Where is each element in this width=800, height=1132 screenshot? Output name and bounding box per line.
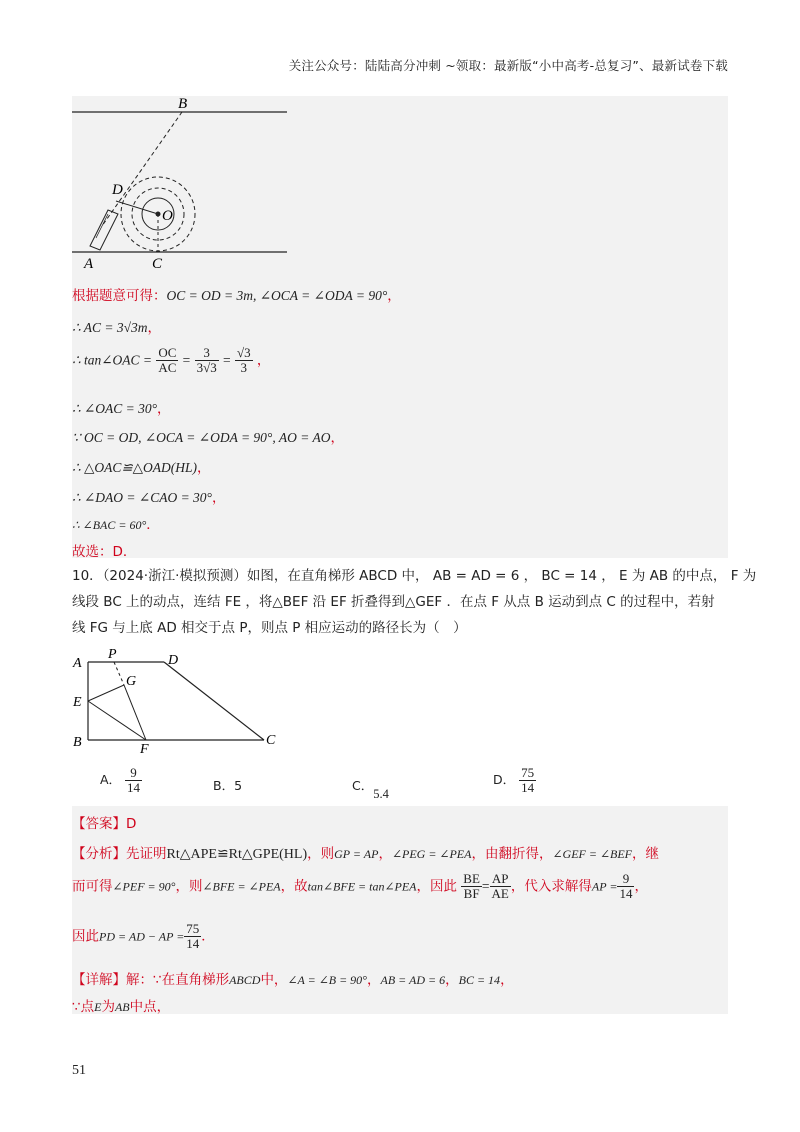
fig2-label-E: E bbox=[73, 695, 82, 710]
fig1-label-C: C bbox=[152, 256, 163, 272]
answer-line: 【答案】D bbox=[72, 816, 137, 832]
solution-line-8: ∴ ∠BAC = 60°． bbox=[72, 517, 160, 533]
solution-line-2: ∴ AC = 3√3m， bbox=[72, 320, 161, 335]
option-b[interactable]: B．5 bbox=[213, 778, 243, 793]
option-c[interactable]: C．5.4 bbox=[352, 778, 389, 801]
analysis-line-3: 因此PD = AD − AP = $\frac{75}{14}$ ． bbox=[72, 921, 215, 951]
analysis-line-2: 而可得∠PEF = 90°，则∠BFE = ∠PEA，故tan∠BFE = tan∠PEA，因此 $\frac{BE}{BF}$ = $\frac{AP}{AE}$ ，代入求解得AP = $\frac{9}{14}$ ， bbox=[72, 871, 648, 901]
fig2-label-G: G bbox=[126, 674, 137, 689]
solution-line-1: 根据题意可得：OC = OD = 3m, ∠OCA = ∠ODA = 90°， bbox=[72, 288, 401, 304]
option-a[interactable]: A． $\frac{9}{14}$ bbox=[100, 765, 141, 795]
solution-line-6: ∴ △OAC≌△OAD(HL)， bbox=[72, 460, 211, 476]
fig1-label-A: A bbox=[84, 256, 94, 272]
q10-line-1: 10．（2024·浙江·模拟预测）如图，在直角梯形 ABCD 中， AB = AD = 6 ， BC = 14 ， E 为 AB 的中点， F 为 bbox=[72, 568, 757, 584]
fraction-3-3root3: $\frac{3}{3√3}$ bbox=[196, 345, 217, 375]
fig2-label-D: D bbox=[168, 653, 179, 668]
q10-line-2: 线段 BC 上的动点，连结 FE ，将△BEF 沿 EF 折叠得到△GEF ．在点 F 从点 B 运动到点 C 的过程中，若射 bbox=[72, 594, 715, 610]
fig1-label-O: O bbox=[162, 208, 173, 224]
fraction-oc-ac: $\frac{OC}{AC}$ bbox=[158, 345, 177, 375]
fig2-label-A: A bbox=[73, 656, 82, 671]
detail-line-2: ∵点E为AB中点， bbox=[72, 999, 171, 1015]
q10-line-3: 线 FG 与上底 AD 相交于点 P，则点 P 相应运动的路径长为（ ） bbox=[72, 620, 467, 636]
fig1-label-D: D bbox=[112, 182, 123, 198]
fraction-root3-3: $\frac{√3}{3}$ bbox=[236, 345, 251, 375]
fig2-label-B: B bbox=[73, 735, 82, 750]
solution-line-7: ∴ ∠DAO = ∠CAO = 30°， bbox=[72, 490, 226, 506]
fig1-label-B: B bbox=[178, 96, 188, 112]
option-d[interactable]: D． $\frac{75}{14}$ bbox=[493, 765, 535, 795]
solution-choice: 故选：D． bbox=[72, 544, 137, 560]
figure-circle-diagram bbox=[72, 96, 312, 276]
figure-trapezoid bbox=[72, 645, 292, 755]
detail-line-1: 【详解】解：∵在直角梯形ABCD中，∠A = ∠B = 90°，AB = AD = 6，BC = 14， bbox=[72, 972, 514, 988]
fig2-label-P: P bbox=[108, 647, 117, 662]
solution-line-4: ∴ ∠OAC = 30°， bbox=[72, 401, 171, 417]
solution-line-5: ∵ OC = OD, ∠OCA = ∠ODA = 90°, AO = AO， bbox=[72, 430, 344, 446]
page-header: 关注公众号：陆陆高分冲刺 ~领取：最新版“小中高考-总复习”、最新试卷下载 bbox=[288, 58, 728, 73]
fig2-label-F: F bbox=[140, 742, 149, 755]
page-number: 51 bbox=[72, 1063, 86, 1078]
fig2-label-C: C bbox=[266, 733, 276, 748]
solution-line-3: ∴ tan∠OAC = $\frac{OC}{AC}$ = $\frac{3}{3√3}$ = $\frac{√3}{3}$ ， bbox=[72, 345, 271, 375]
analysis-line-1: 【分析】先证明Rt△APE≌Rt△GPE(HL)，则GP = AP，∠PEG = ∠PEA，由翻折得，∠GEF = ∠BEF，继 bbox=[72, 846, 659, 862]
